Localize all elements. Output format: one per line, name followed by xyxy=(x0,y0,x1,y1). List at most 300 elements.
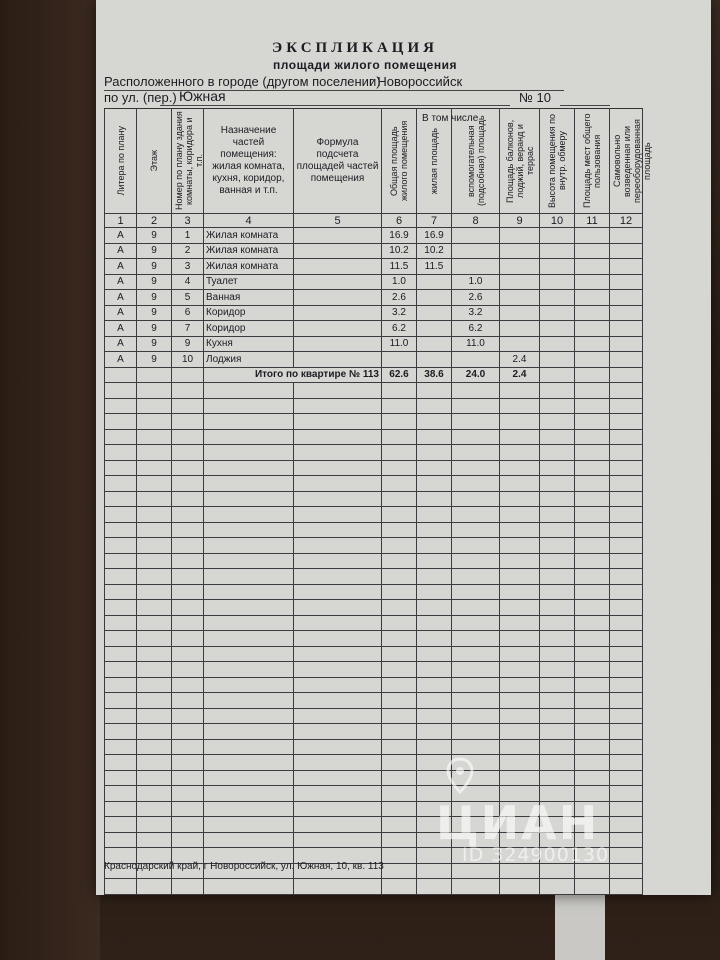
blank-cell xyxy=(382,445,417,461)
blank-cell xyxy=(172,460,204,476)
header-height: Высота помещения по внутр. обмеру xyxy=(547,113,567,209)
blank-cell xyxy=(500,429,540,445)
header-total-area: Общая площадь жилого помещения xyxy=(389,120,409,202)
blank-cell xyxy=(417,553,452,569)
formula-cell xyxy=(294,305,382,321)
blank-cell xyxy=(172,600,204,616)
blank-cell xyxy=(137,693,172,709)
blank-row xyxy=(105,414,643,430)
common-area-cell xyxy=(575,305,610,321)
blank-cell xyxy=(382,724,417,740)
floor-cell: 9 xyxy=(137,274,172,290)
blank-cell xyxy=(500,646,540,662)
floor-cell: 9 xyxy=(137,352,172,368)
blank-cell xyxy=(105,677,137,693)
blank-row xyxy=(105,383,643,399)
room-name-cell: Кухня xyxy=(204,336,294,352)
unauthorized-cell xyxy=(610,243,643,259)
aux-area-cell: 2.6 xyxy=(452,290,500,306)
blank-cell xyxy=(204,383,294,399)
blank-cell xyxy=(610,398,643,414)
header-balcony-area: Площадь балконов, лоджий, веранд и террас xyxy=(504,119,535,203)
blank-cell xyxy=(417,476,452,492)
table-row xyxy=(105,228,643,244)
header-unauthorized-area: Самовольно возведенная или переоборудованная площадь xyxy=(612,119,652,203)
col-number: 8 xyxy=(452,214,500,228)
blank-cell xyxy=(540,584,575,600)
floor-cell: 9 xyxy=(137,336,172,352)
blank-row xyxy=(105,491,643,507)
balcony-area-cell xyxy=(500,290,540,306)
blank-cell xyxy=(137,677,172,693)
room-number-cell: 3 xyxy=(172,259,204,275)
total-area: 62.6 xyxy=(382,367,417,383)
blank-cell xyxy=(540,677,575,693)
blank-cell xyxy=(452,693,500,709)
blank-cell xyxy=(382,755,417,771)
total-area-cell: 1.0 xyxy=(382,274,417,290)
living-area-cell xyxy=(417,336,452,352)
col-number: 9 xyxy=(500,214,540,228)
blank-cell xyxy=(452,553,500,569)
blank-cell xyxy=(172,817,204,833)
blank-cell xyxy=(540,460,575,476)
blank-cell xyxy=(500,693,540,709)
blank-cell xyxy=(105,414,137,430)
blank-cell xyxy=(500,491,540,507)
col-number: 11 xyxy=(575,214,610,228)
blank-cell xyxy=(204,724,294,740)
blank-cell xyxy=(204,662,294,678)
blank-cell xyxy=(500,739,540,755)
table-row xyxy=(105,259,643,275)
total-area-cell: 11.5 xyxy=(382,259,417,275)
aux-area-cell xyxy=(452,228,500,244)
living-area-cell: 16.9 xyxy=(417,228,452,244)
blank-cell xyxy=(172,662,204,678)
room-number-cell: 1 xyxy=(172,228,204,244)
blank-cell xyxy=(417,600,452,616)
blank-cell xyxy=(500,708,540,724)
blank-cell xyxy=(452,615,500,631)
litera-cell: А xyxy=(105,290,137,306)
formula-cell xyxy=(294,321,382,337)
blank-cell xyxy=(452,584,500,600)
blank-cell xyxy=(172,398,204,414)
blank-cell xyxy=(172,677,204,693)
blank-cell xyxy=(137,724,172,740)
col-number: 5 xyxy=(294,214,382,228)
room-number-cell: 6 xyxy=(172,305,204,321)
blank-cell xyxy=(137,646,172,662)
aux-area-cell: 11.0 xyxy=(452,336,500,352)
blank-cell xyxy=(105,739,137,755)
room-number-cell: 9 xyxy=(172,336,204,352)
common-area-cell xyxy=(575,336,610,352)
blank-cell xyxy=(137,553,172,569)
balcony-area-cell xyxy=(500,259,540,275)
blank-cell xyxy=(105,770,137,786)
room-number-cell: 7 xyxy=(172,321,204,337)
blank-cell xyxy=(172,631,204,647)
living-area-cell xyxy=(417,290,452,306)
blank-cell xyxy=(540,429,575,445)
blank-cell xyxy=(417,429,452,445)
blank-cell xyxy=(382,832,417,848)
blank-row xyxy=(105,553,643,569)
blank-cell xyxy=(105,662,137,678)
blank-cell xyxy=(610,739,643,755)
blank-cell xyxy=(172,569,204,585)
litera-cell: А xyxy=(105,274,137,290)
blank-cell xyxy=(610,522,643,538)
common-area-cell xyxy=(575,243,610,259)
blank-cell xyxy=(294,662,382,678)
blank-cell xyxy=(382,739,417,755)
blank-cell xyxy=(382,677,417,693)
total-aux: 24.0 xyxy=(452,367,500,383)
blank-cell xyxy=(452,708,500,724)
balcony-area-cell xyxy=(500,336,540,352)
blank-cell xyxy=(294,460,382,476)
blank-cell xyxy=(610,863,643,879)
blank-row xyxy=(105,708,643,724)
blank-cell xyxy=(540,708,575,724)
blank-cell xyxy=(294,755,382,771)
room-name-cell: Ванная xyxy=(204,290,294,306)
blank-cell xyxy=(382,398,417,414)
blank-cell xyxy=(137,383,172,399)
blank-cell xyxy=(500,476,540,492)
blank-cell xyxy=(500,383,540,399)
litera-cell: А xyxy=(105,228,137,244)
table-row xyxy=(105,274,643,290)
unauthorized-cell xyxy=(610,352,643,368)
blank-cell xyxy=(382,584,417,600)
blank-cell xyxy=(610,507,643,523)
aux-area-cell xyxy=(452,259,500,275)
blank-row xyxy=(105,739,643,755)
blank-cell xyxy=(105,491,137,507)
document-title: ЭКСПЛИКАЦИЯ xyxy=(272,40,438,56)
common-area-cell xyxy=(575,259,610,275)
blank-cell xyxy=(204,538,294,554)
formula-cell xyxy=(294,336,382,352)
city-value: г Новороссийск xyxy=(369,74,463,89)
blank-cell xyxy=(204,708,294,724)
blank-cell xyxy=(500,398,540,414)
blank-cell xyxy=(452,677,500,693)
blank-cell xyxy=(294,832,382,848)
blank-cell xyxy=(452,739,500,755)
location-line xyxy=(104,74,463,89)
blank-cell xyxy=(500,724,540,740)
blank-cell xyxy=(137,786,172,802)
blank-row xyxy=(105,398,643,414)
document-subtitle: площади жилого помещения xyxy=(273,58,457,72)
balcony-area-cell xyxy=(500,228,540,244)
blank-cell xyxy=(575,724,610,740)
blank-cell xyxy=(294,600,382,616)
blank-cell xyxy=(204,786,294,802)
blank-cell xyxy=(204,522,294,538)
blank-cell xyxy=(382,476,417,492)
blank-cell xyxy=(137,584,172,600)
blank-row xyxy=(105,724,643,740)
blank-cell xyxy=(204,414,294,430)
blank-cell xyxy=(294,414,382,430)
blank-cell xyxy=(452,445,500,461)
header-group-label: В том числе xyxy=(422,113,479,124)
formula-cell xyxy=(294,352,382,368)
blank-cell xyxy=(105,755,137,771)
room-name-cell: Жилая комната xyxy=(204,259,294,275)
height-cell xyxy=(540,243,575,259)
litera-cell: А xyxy=(105,352,137,368)
blank-cell xyxy=(540,476,575,492)
blank-cell xyxy=(172,708,204,724)
formula-cell xyxy=(294,259,382,275)
blank-cell xyxy=(294,584,382,600)
blank-cell xyxy=(137,476,172,492)
blank-cell xyxy=(294,646,382,662)
common-area-cell xyxy=(575,352,610,368)
blank-cell xyxy=(382,522,417,538)
blank-row xyxy=(105,615,643,631)
blank-cell xyxy=(575,631,610,647)
blank-cell xyxy=(105,383,137,399)
blank-cell xyxy=(500,445,540,461)
blank-cell xyxy=(452,538,500,554)
blank-cell xyxy=(417,491,452,507)
blank-cell xyxy=(105,600,137,616)
blank-cell xyxy=(575,398,610,414)
common-area-cell xyxy=(575,228,610,244)
floor-cell: 9 xyxy=(137,228,172,244)
blank-cell xyxy=(294,569,382,585)
blank-cell xyxy=(105,832,137,848)
blank-cell xyxy=(575,739,610,755)
blank-cell xyxy=(382,553,417,569)
blank-cell xyxy=(610,770,643,786)
blank-cell xyxy=(452,600,500,616)
blank-cell xyxy=(382,631,417,647)
blank-cell xyxy=(575,584,610,600)
col-number: 4 xyxy=(204,214,294,228)
blank-cell xyxy=(540,538,575,554)
blank-cell xyxy=(137,817,172,833)
blank-cell xyxy=(294,724,382,740)
blank-cell xyxy=(172,724,204,740)
blank-cell xyxy=(452,662,500,678)
total-living: 38.6 xyxy=(417,367,452,383)
blank-cell xyxy=(105,398,137,414)
blank-cell xyxy=(575,429,610,445)
blank-cell xyxy=(382,569,417,585)
address-footer: Краснодарский край, г Новороссийск, ул. Южная, 10, кв. 113 xyxy=(104,861,384,872)
blank-cell xyxy=(610,584,643,600)
blank-cell xyxy=(575,600,610,616)
blank-cell xyxy=(204,832,294,848)
blank-cell xyxy=(172,739,204,755)
blank-cell xyxy=(417,414,452,430)
blank-cell xyxy=(172,476,204,492)
blank-cell xyxy=(575,476,610,492)
blank-cell xyxy=(172,615,204,631)
blank-cell xyxy=(575,646,610,662)
blank-cell xyxy=(382,538,417,554)
blank-cell xyxy=(540,662,575,678)
room-number-cell: 10 xyxy=(172,352,204,368)
blank-row xyxy=(105,476,643,492)
blank-cell xyxy=(204,615,294,631)
blank-cell xyxy=(137,600,172,616)
header-formula: Формула подсчета площадей частей помещения xyxy=(296,137,379,184)
blank-cell xyxy=(105,460,137,476)
location-label: Расположенного в городе (другом поселении) xyxy=(104,74,381,89)
total-row xyxy=(105,367,643,383)
blank-cell xyxy=(610,817,643,833)
room-number-cell: 5 xyxy=(172,290,204,306)
blank-cell xyxy=(294,398,382,414)
blank-cell xyxy=(452,646,500,662)
col-number: 2 xyxy=(137,214,172,228)
blank-cell xyxy=(137,631,172,647)
balcony-area-cell xyxy=(500,243,540,259)
blank-cell xyxy=(610,600,643,616)
blank-cell xyxy=(137,569,172,585)
blank-cell xyxy=(610,879,643,895)
blank-cell xyxy=(500,584,540,600)
blank-cell xyxy=(172,786,204,802)
blank-cell xyxy=(204,693,294,709)
blank-cell xyxy=(417,693,452,709)
blank-cell xyxy=(382,786,417,802)
blank-cell xyxy=(172,414,204,430)
blank-cell xyxy=(105,429,137,445)
blank-cell xyxy=(417,398,452,414)
blank-row xyxy=(105,662,643,678)
blank-cell xyxy=(137,491,172,507)
blank-cell xyxy=(204,600,294,616)
blank-cell xyxy=(540,739,575,755)
blank-cell xyxy=(172,693,204,709)
blank-cell xyxy=(575,693,610,709)
room-name-cell: Лоджия xyxy=(204,352,294,368)
col-number: 3 xyxy=(172,214,204,228)
total-balcony: 2.4 xyxy=(500,367,540,383)
blank-cell xyxy=(105,786,137,802)
header-purpose: Назначение частей помещения: жилая комната, кухня, коридор, ванная и т.п. xyxy=(212,125,285,196)
blank-cell xyxy=(137,460,172,476)
blank-cell xyxy=(137,507,172,523)
formula-cell xyxy=(294,274,382,290)
explication-table xyxy=(104,108,652,895)
col-number: 6 xyxy=(382,214,417,228)
common-area-cell xyxy=(575,274,610,290)
blank-cell xyxy=(452,569,500,585)
blank-cell xyxy=(500,879,540,895)
blank-cell xyxy=(204,476,294,492)
blank-cell xyxy=(204,631,294,647)
blank-cell xyxy=(294,445,382,461)
blank-cell xyxy=(294,708,382,724)
litera-cell: А xyxy=(105,305,137,321)
blank-cell xyxy=(294,693,382,709)
blank-cell xyxy=(382,848,417,864)
blank-cell xyxy=(105,538,137,554)
blank-cell xyxy=(172,584,204,600)
blank-cell xyxy=(204,553,294,569)
room-name-cell: Туалет xyxy=(204,274,294,290)
blank-cell xyxy=(610,693,643,709)
blank-cell xyxy=(610,429,643,445)
blank-cell xyxy=(417,615,452,631)
blank-cell xyxy=(500,460,540,476)
blank-cell xyxy=(294,476,382,492)
blank-cell xyxy=(137,739,172,755)
blank-cell xyxy=(137,755,172,771)
blank-cell xyxy=(610,615,643,631)
total-area-cell: 6.2 xyxy=(382,321,417,337)
blank-cell xyxy=(417,445,452,461)
blank-cell xyxy=(610,724,643,740)
blank-cell xyxy=(294,491,382,507)
blank-cell xyxy=(382,414,417,430)
blank-cell xyxy=(105,817,137,833)
blank-cell xyxy=(417,569,452,585)
litera-cell: А xyxy=(105,321,137,337)
blank-cell xyxy=(137,832,172,848)
blank-cell xyxy=(137,429,172,445)
blank-cell xyxy=(452,429,500,445)
blank-cell xyxy=(105,507,137,523)
street-label: по ул. (пер.) xyxy=(104,90,177,105)
blank-cell xyxy=(575,538,610,554)
blank-cell xyxy=(204,491,294,507)
aux-area-cell: 3.2 xyxy=(452,305,500,321)
blank-cell xyxy=(540,646,575,662)
height-cell xyxy=(540,259,575,275)
blank-cell xyxy=(382,600,417,616)
blank-cell xyxy=(137,615,172,631)
blank-row xyxy=(105,600,643,616)
blank-cell xyxy=(610,677,643,693)
header-litera: Литера по плану xyxy=(115,126,126,196)
blank-cell xyxy=(137,708,172,724)
watermark-brand: ЦИАН xyxy=(436,796,600,850)
blank-cell xyxy=(294,801,382,817)
blank-cell xyxy=(540,491,575,507)
blank-cell xyxy=(172,383,204,399)
blank-cell xyxy=(105,879,137,895)
blank-cell xyxy=(204,398,294,414)
blank-row xyxy=(105,584,643,600)
blank-cell xyxy=(540,398,575,414)
living-area-cell xyxy=(417,352,452,368)
blank-row xyxy=(105,693,643,709)
blank-cell xyxy=(452,460,500,476)
blank-row xyxy=(105,646,643,662)
blank-cell xyxy=(417,584,452,600)
total-area-cell: 10.2 xyxy=(382,243,417,259)
living-area-cell: 11.5 xyxy=(417,259,452,275)
common-area-cell xyxy=(575,290,610,306)
blank-cell xyxy=(500,414,540,430)
total-area-cell: 16.9 xyxy=(382,228,417,244)
blank-cell xyxy=(382,460,417,476)
blank-cell xyxy=(172,538,204,554)
